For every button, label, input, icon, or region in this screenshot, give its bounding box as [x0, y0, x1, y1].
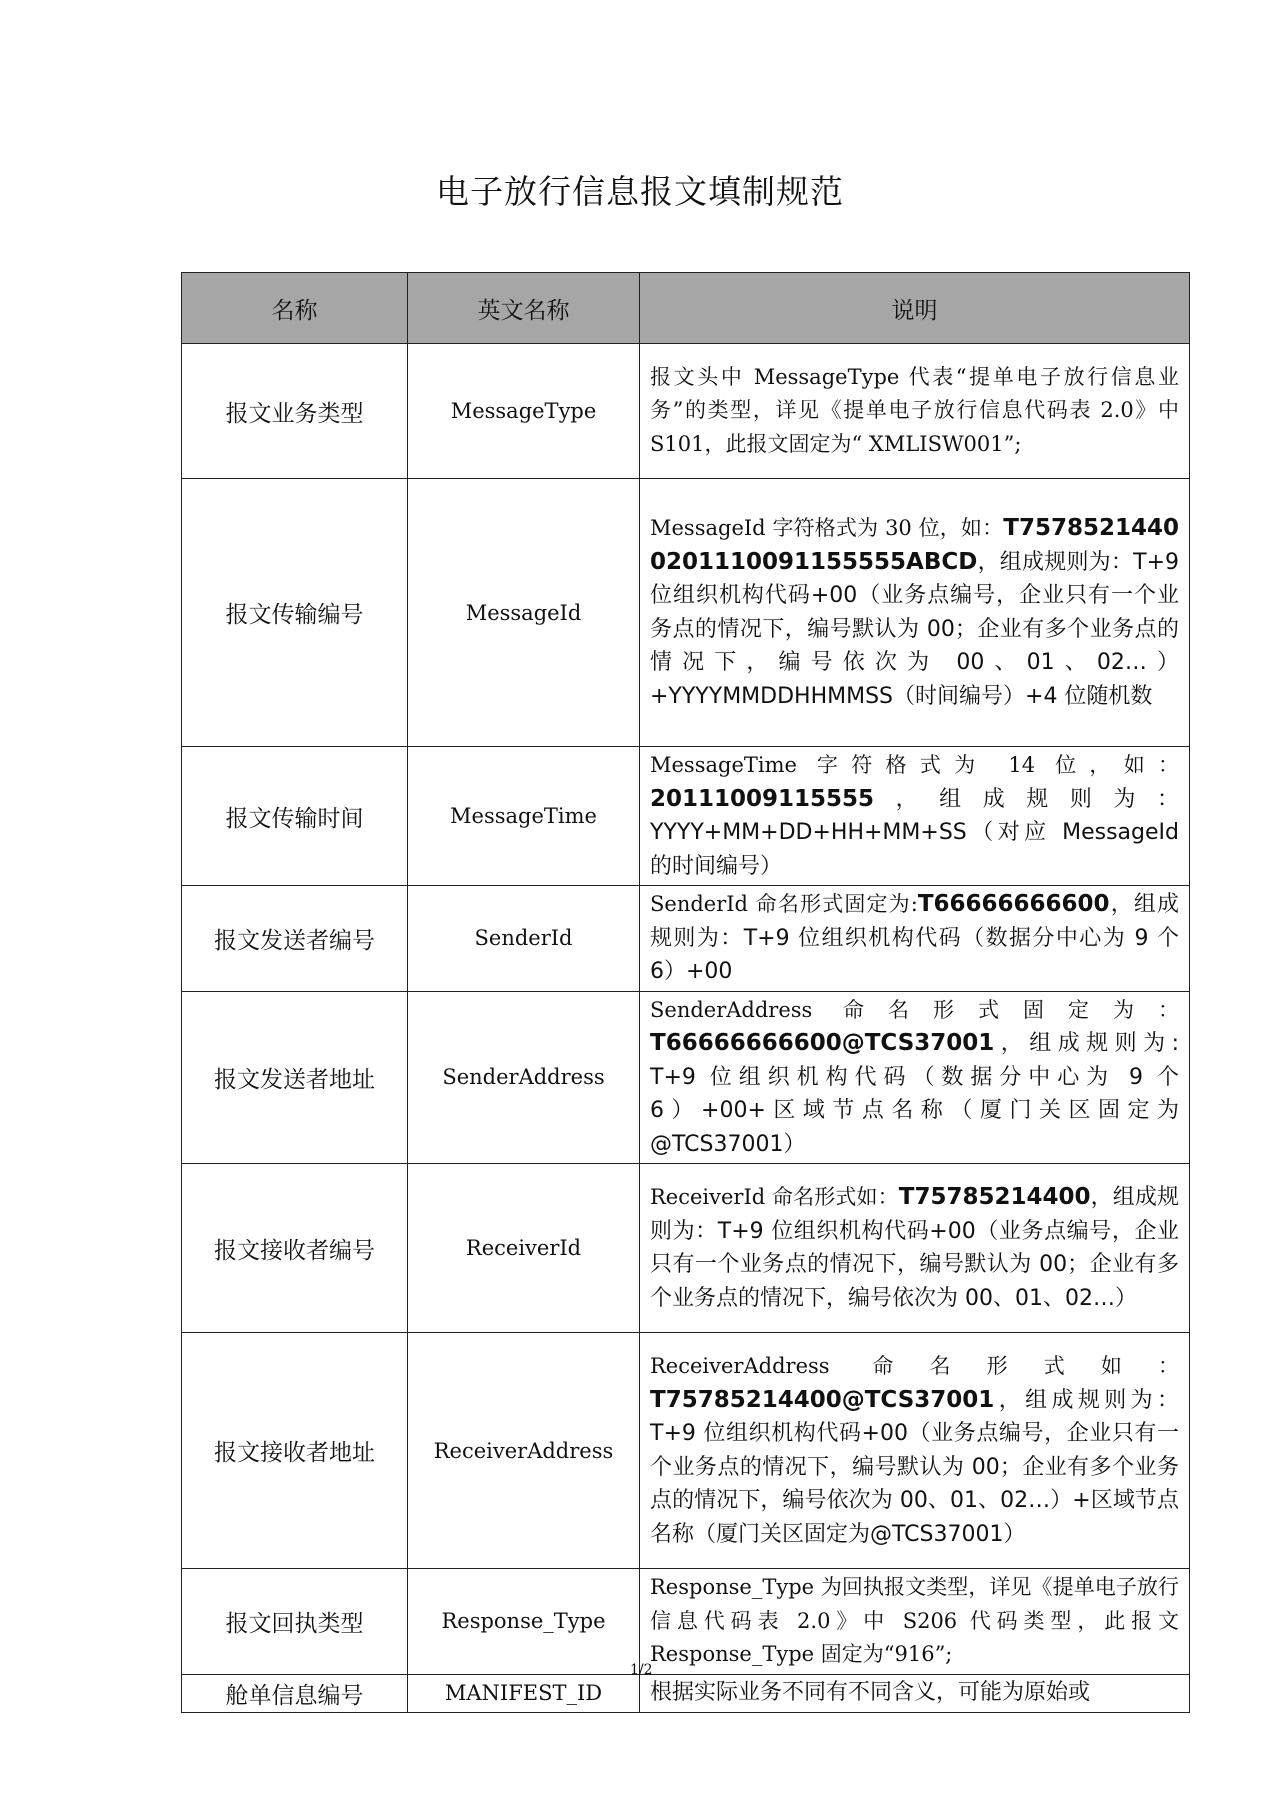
field-name: 舱单信息编号 — [182, 1674, 408, 1712]
field-description — [640, 1333, 1190, 1569]
field-description — [640, 747, 1190, 886]
desc-example-value: T75785214400@TCS37001 — [650, 1386, 995, 1413]
field-name: 报文发送者编号 — [182, 886, 408, 992]
desc-text: ，组成规则为：T+9 位组织机构代码+00（业务点编号，企业只有一个业务点的情况下，编号默认为 00；企业有多个业务点的情况下，编号依次为 00、01、02…） — [650, 1185, 1179, 1311]
spec-table — [181, 272, 1190, 1713]
desc-example-value: T66666666600@TCS37001 — [650, 1030, 995, 1056]
desc-text: ReceiverAddress 命名形式如： — [650, 1354, 1179, 1378]
field-english-name: ReceiverId — [408, 1164, 640, 1333]
field-name: 报文传输时间 — [182, 747, 408, 886]
table-row — [182, 1333, 1190, 1569]
desc-example-value: T66666666600 — [917, 891, 1110, 917]
desc-text: ，组成规则为：T+9 位组织机构代码+00（业务点编号，企业只有一个业务点的情况下，编号默认为 00；企业有多个业务点的情况下，编号依次为 00、01、02…）+YYYYMMDDHHMMSS（时间编号）+4 位随机数 — [650, 549, 1179, 709]
field-name: 报文接收者编号 — [182, 1164, 408, 1333]
desc-text: ，组成规则为：T+9 位组织机构代码+00（业务点编号，企业只有一个业务点的情况下，编号默认为 00；企业有多个业务点的情况下，编号依次为 00、01、02…）+区域节点名称（厦门关区固定为@TCS37001） — [650, 1387, 1179, 1547]
header-description: 说明 — [640, 273, 1190, 344]
table-row — [182, 991, 1190, 1164]
field-description — [640, 1674, 1190, 1712]
field-name: 报文接收者地址 — [182, 1333, 408, 1569]
table-row — [182, 479, 1190, 747]
field-description — [640, 479, 1190, 747]
desc-example-value: 20111009115555 — [650, 785, 875, 812]
table-row — [182, 886, 1190, 992]
field-description — [640, 344, 1190, 479]
field-english-name: Response_Type — [408, 1569, 640, 1675]
field-name: 报文业务类型 — [182, 344, 408, 479]
desc-text: ，组成规则为：YYYY+MM+DD+HH+MM+SS（对应 MessageId 的时间编号） — [650, 786, 1179, 879]
table-header-row — [182, 273, 1190, 344]
field-description — [640, 1569, 1190, 1675]
field-english-name: ReceiverAddress — [408, 1333, 640, 1569]
table-row — [182, 1674, 1190, 1712]
header-english-name: 英文名称 — [408, 273, 640, 344]
field-english-name: MANIFEST_ID — [408, 1674, 640, 1712]
page-number: 1/2 — [630, 1662, 653, 1678]
field-english-name: MessageType — [408, 344, 640, 479]
table-row — [182, 1569, 1190, 1675]
desc-text: SenderId 命名形式固定为: — [650, 892, 918, 916]
table-row — [182, 1164, 1190, 1333]
desc-example-value: T75785214400201110091155555ABCD — [650, 515, 1179, 575]
header-name: 名称 — [182, 273, 408, 344]
desc-example-value: T75785214400 — [898, 1184, 1091, 1210]
table-row — [182, 344, 1190, 479]
document-title: 电子放行信息报文填制规范 — [436, 172, 844, 211]
field-english-name: MessageTime — [408, 747, 640, 886]
field-english-name: MessageId — [408, 479, 640, 747]
desc-text: MessageId 字符格式为 30 位，如： — [650, 516, 1004, 540]
field-name: 报文回执类型 — [182, 1569, 408, 1675]
field-english-name: SenderAddress — [408, 991, 640, 1164]
desc-text: Response_Type 为回执报文类型，详见《提单电子放行信息代码表 2.0》中 S206 代码类型，此报文 Response_Type 固定为“916”; — [650, 1575, 1179, 1666]
desc-text: ，组成规则为：T+9 位组织机构代码（数据分中心为 9 个 6）+00 — [650, 892, 1179, 984]
table-row — [182, 747, 1190, 886]
desc-text: 报文头中 MessageType 代表“提单电子放行信息业务”的类型，详见《提单电子放行信息代码表 2.0》中 S101，此报文固定为“ XMLISW001”; — [650, 364, 1179, 456]
field-name: 报文发送者地址 — [182, 991, 408, 1164]
field-description — [640, 886, 1190, 992]
desc-text: MessageTime 字符格式为 14 位，如： — [650, 753, 1179, 777]
field-english-name: SenderId — [408, 886, 640, 992]
desc-text: ReceiverId 命名形式如： — [650, 1185, 899, 1209]
desc-text: ，组成规则为: T+9 位组织机构代码（数据分中心为 9 个 6）+00+区域节点名称（厦门关区固定为@TCS37001） — [650, 1031, 1179, 1157]
field-description — [640, 991, 1190, 1164]
desc-text: SenderAddress 命名形式固定为： — [650, 997, 1179, 1022]
field-name: 报文传输编号 — [182, 479, 408, 747]
desc-text: 根据实际业务不同有不同含义，可能为原始或 — [650, 1680, 1091, 1705]
field-description — [640, 1164, 1190, 1333]
